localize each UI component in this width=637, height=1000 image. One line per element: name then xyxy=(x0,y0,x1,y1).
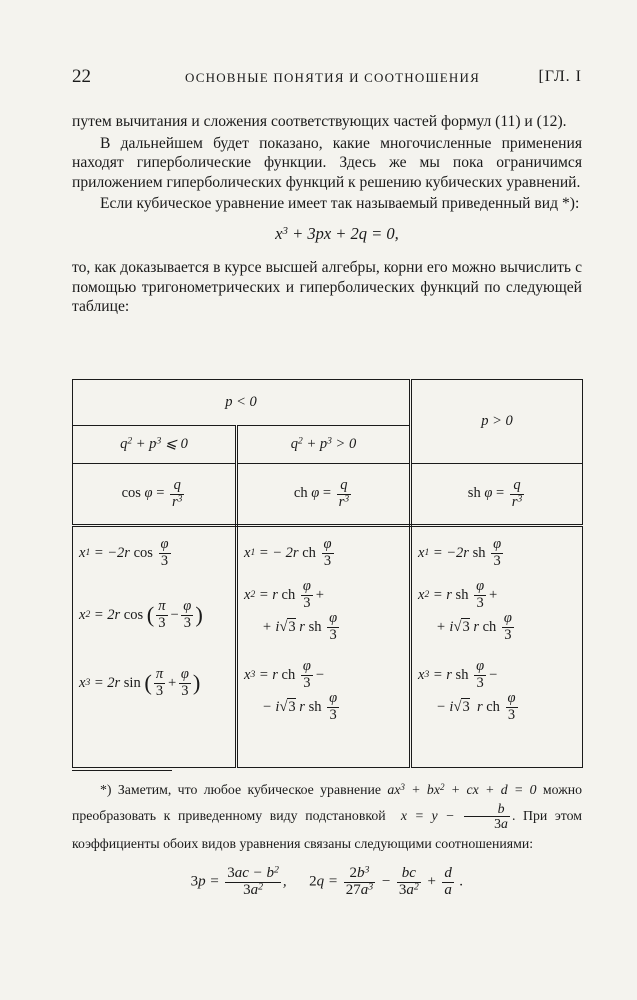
header-p-positive: p > 0 xyxy=(411,380,583,464)
footnote-text-c: . При этом коэффициенты обоих видов уравнения связаны следующими соотношениями: xyxy=(72,808,582,851)
cubic-equation: $x^3 + 3px + 2q = 0$, xyxy=(275,223,399,243)
book-page xyxy=(72,62,583,898)
paragraph-1: путем вычитания и сложения соответствующих частей формул (11) и (12). xyxy=(72,113,567,130)
paragraph-4: то, как доказывается в курсе высшей алгебры, корни его можно вычислить с помощью тригонометрических и гиперболических функций по следующей таблице: xyxy=(72,258,582,316)
roots-table xyxy=(72,379,583,768)
footnote-text-b: можно преобразовать к приведенному виду подстановкой xyxy=(72,782,583,824)
footnote-text-a: *) Заметим, что любое кубическое уравнение xyxy=(100,782,381,797)
def-cos: cos φ = $\frac{q}{r^3}$ xyxy=(73,464,237,526)
cond-cell-1: $q^2 + p^3$ ⩽ 0 xyxy=(73,426,237,464)
cond-cell-2: $q^2 + p^3 > 0$ xyxy=(237,426,411,464)
footnote xyxy=(72,778,582,898)
roots-case-2: x 1 = − 2r ch $\frac{\varphi}{3}$ x 2 = r ch $\frac{\varphi}{3}$ + + i √ 3 r sh $\frac{\varphi}{3}$ x 3 = r ch $\frac{\varphi}{3}$ − − i √ 3 r sh $\frac{\varphi}{3}$ xyxy=(237,526,411,768)
paragraph-3: Если кубическое уравнение имеет так называемый приведенный вид *): xyxy=(100,195,580,213)
footnote-general-equation: $ax^3 + bx^2$ + cx + d = 0 xyxy=(387,781,537,797)
running-header xyxy=(72,62,582,90)
chapter-ref: [ГЛ. I xyxy=(538,68,582,85)
header-p-negative: p < 0 xyxy=(73,380,411,426)
page-number: 22 xyxy=(72,66,91,87)
def-sh: sh φ = $\frac{q}{r^3}$ xyxy=(411,464,583,526)
roots-case-1: x 1 = −2r cos $\frac{\varphi}{3}$ x 2 = 2r cos ( $\frac{\pi}{3}$ − $\frac{\varphi}{3}$ ) x 3 = 2r sin ( $\frac{\pi}{3}$ + $\frac{\varphi}{3}$ ) xyxy=(73,526,237,768)
def-ch: ch φ = $\frac{q}{r^3}$ xyxy=(237,464,411,526)
footnote-substitution: x = y − $\frac{b}{3a}$ xyxy=(393,801,508,832)
paragraph-2: В дальнейшем будет показано, какие многочисленные применения находят гиперболические функции. Здесь же мы пока ограничимся приложением гиперболических функций к решению кубических уравнений. xyxy=(72,134,582,191)
footnote-rule xyxy=(72,770,172,771)
footnote-relations: 3p = $\frac{3ac - b^2}{3a^2}$ , 2q = $\frac{2b^3}{27a^3}$ − $\frac{bc}{3a^2}$ + $\frac{d}{a}$ . xyxy=(190,864,464,898)
running-title: ОСНОВНЫЕ ПОНЯТИЯ И СООТНОШЕНИЯ xyxy=(185,70,480,85)
roots-case-3: x 1 = −2r sh $\frac{\varphi}{3}$ x 2 = r sh $\frac{\varphi}{3}$ + + i √ 3 r ch $\frac{\varphi}{3}$ x 3 = r sh $\frac{\varphi}{3}$ − − i √ 3 r ch $\frac{\varphi}{3}$ xyxy=(411,526,583,768)
